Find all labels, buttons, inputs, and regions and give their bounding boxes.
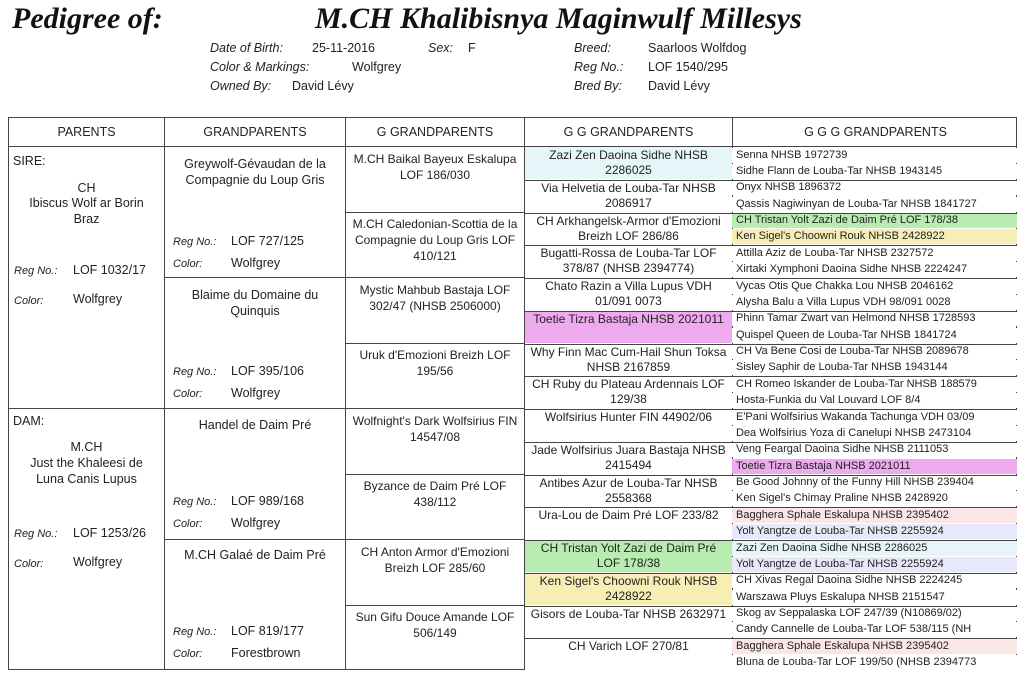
dam-role: DAM:: [13, 414, 45, 428]
ggg-grandparent-10: Alysha Balu a Villa Lupus VDH 98/091 0028: [732, 295, 1017, 310]
sire-color-label: Color:: [14, 295, 44, 307]
dam-reg: LOF 1253/26: [73, 526, 146, 540]
dam-name: Just the Khaleesi de Luna Canis Lupus: [30, 456, 143, 486]
grandparent-name: Handel de Daim Pré: [198, 418, 312, 432]
ggg-grandparent-11: Phinn Tamar Zwart van Helmond NHSB 1728593: [732, 311, 1017, 326]
grandparent-color: Forestbrown: [231, 646, 301, 660]
dam-reg-label: Reg No.:: [14, 528, 58, 540]
bred-by-label: Bred By:: [574, 79, 622, 93]
gg-grandparent-6: Toetie Tizra Bastaja NHSB 2021011: [525, 311, 732, 343]
grandparent-reg: LOF 727/125: [231, 234, 304, 248]
col-header-gg-grandparents: G G GRANDPARENTS: [563, 125, 694, 139]
gg-grandparent-7: Why Finn Mac Cum-Hail Shun Toksa NHSB 2167859: [525, 344, 732, 376]
g-grandparent-5: Wolfnight's Dark Wolfsirius FIN 14547/08: [352, 414, 518, 444]
ggg-grandparent-30: Candy Cannelle de Louba-Tar LOF 538/115 (NH: [732, 622, 1017, 637]
col-header-grandparents: GRANDPARENTS: [203, 125, 307, 139]
gg-grandparent-12: Ura-Lou de Daim Pré LOF 233/82: [525, 507, 732, 539]
ggg-grandparent-32: Bluna de Louba-Tar LOF 199/50 (NHSB 2394773: [732, 655, 1017, 670]
col-header-parents: PARENTS: [57, 125, 116, 139]
dam-color: Wolfgrey: [73, 555, 123, 569]
ggg-grandparent-3: Onyx NHSB 1896372: [732, 180, 1017, 195]
gg-grandparent-16: CH Varich LOF 270/81: [525, 638, 732, 670]
col-header-ggg-grandparents: G G G GRANDPARENTS: [804, 125, 947, 139]
ggg-grandparent-29: Skog av Seppalaska LOF 247/39 (N10869/02): [732, 606, 1017, 621]
gg-grandparent-14: Ken Sigel's Choowni Rouk NHSB 2428922: [525, 573, 732, 605]
grandparent-reg: LOF 819/177: [231, 624, 304, 638]
owned-by-label: Owned By:: [210, 79, 272, 93]
breed-value: Saarloos Wolfdog: [648, 41, 747, 55]
gg-grandparent-4: Bugatti-Rossa de Louba-Tar LOF 378/87 (NHSB 2394774): [525, 245, 732, 277]
dog-name-title: M.CH Khalibisnya Maginwulf Millesys: [315, 2, 802, 35]
pedigree-label: Pedigree of:: [12, 2, 163, 35]
ggg-grandparent-14: Sisley Saphir de Louba-Tar NHSB 1943144: [732, 360, 1017, 375]
dob-label: Date of Birth:: [210, 41, 283, 55]
pedigree-table: [8, 117, 1017, 670]
ggg-grandparent-12: Quispel Queen de Louba-Tar NHSB 1841724: [732, 328, 1017, 343]
ggg-grandparent-15: CH Romeo Iskander de Louba-Tar NHSB 188579: [732, 377, 1017, 392]
dam-color-label: Color:: [14, 558, 44, 570]
grandparent-color-label: Color:: [173, 388, 203, 400]
grandparent-reg-label: Reg No.:: [173, 496, 217, 508]
ggg-grandparent-24: Yolt Yangtze de Louba-Tar NHSB 2255924: [732, 524, 1017, 539]
grandparent-color-label: Color:: [173, 518, 203, 530]
grandparent-color-label: Color:: [173, 258, 203, 270]
ggg-grandparent-20: Toetie Tizra Bastaja NHSB 2021011: [732, 459, 1017, 474]
gg-grandparent-15: Gisors de Louba-Tar NHSB 2632971: [525, 606, 732, 638]
ggg-grandparent-28: Warszawa Pluys Eskalupa NHSB 2151547: [732, 590, 1017, 605]
ggg-grandparent-21: Be Good Johnny of the Funny Hill NHSB 239404: [732, 475, 1017, 490]
grandparent-color: Wolfgrey: [231, 256, 281, 270]
g-grandparent-3: Mystic Mahbub Bastaja LOF 302/47 (NHSB 2506000): [359, 283, 511, 313]
ggg-grandparent-5: CH Tristan Yolt Zazi de Daim Pré LOF 178/38: [732, 213, 1017, 228]
g-grandparent-2: M.CH Caledonian-Scottia de la Compagnie du Loup Gris LOF 410/121: [352, 217, 518, 263]
ggg-grandparent-2: Sidhe Flann de Louba-Tar NHSB 1943145: [732, 164, 1017, 179]
ggg-grandparent-4: Qassis Nagiwinyan de Louba-Tar NHSB 1841727: [732, 197, 1017, 212]
dam-title: M.CH: [70, 440, 103, 454]
breed-label: Breed:: [574, 41, 611, 55]
sire-reg: LOF 1032/17: [73, 263, 146, 277]
grandparent-reg: LOF 395/106: [231, 364, 304, 378]
ggg-grandparent-22: Ken Sigel's Chimay Praline NHSB 2428920: [732, 491, 1017, 506]
g-grandparent-7: CH Anton Armor d'Emozioni Breizh LOF 285/60: [360, 545, 510, 575]
dob-value: 25-11-2016: [312, 41, 376, 55]
col-header-g-grandparents: G GRANDPARENTS: [376, 125, 494, 139]
sire-color: Wolfgrey: [73, 292, 123, 306]
ggg-grandparent-16: Hosta-Funkia du Val Louvard LOF 8/4: [732, 393, 1017, 408]
g-grandparent-1: M.CH Baikal Bayeux Eskalupa LOF 186/030: [353, 152, 517, 182]
g-grandparent-8: Sun Gifu Douce Amande LOF 506/149: [355, 610, 515, 640]
bred-by-value: David Lévy: [648, 79, 710, 93]
sex-value: F: [468, 41, 476, 55]
sex-label: Sex:: [428, 41, 454, 55]
ggg-grandparent-17: E'Pani Wolfsirius Wakanda Tachunga VDH 03/09: [732, 410, 1017, 425]
gg-grandparent-1: Zazi Zen Daoina Sidhe NHSB 2286025: [525, 147, 732, 179]
gg-grandparent-13: CH Tristan Yolt Zazi de Daim Pré LOF 178/38: [525, 540, 732, 572]
grandparent-name: Blaime du Domaine du Quinquis: [191, 288, 319, 318]
sire-reg-label: Reg No.:: [14, 265, 58, 277]
ggg-grandparent-9: Vycas Otis Que Chakka Lou NHSB 2046162: [732, 279, 1017, 294]
grandparent-reg-label: Reg No.:: [173, 366, 217, 378]
g-grandparent-6: Byzance de Daim Pré LOF 438/112: [363, 479, 507, 509]
reg-no-label: Reg No.:: [574, 60, 624, 74]
ggg-grandparent-13: CH Va Bene Cosi de Louba-Tar NHSB 2089678: [732, 344, 1017, 359]
owned-by-value: David Lévy: [292, 79, 354, 93]
gg-grandparent-3: CH Arkhangelsk-Armor d'Emozioni Breizh LOF 286/86: [525, 213, 732, 245]
gg-grandparent-8: CH Ruby du Plateau Ardennais LOF 129/38: [525, 376, 732, 408]
ggg-grandparent-8: Xirtaki Xymphoni Daoina Sidhe NHSB 2224247: [732, 262, 1017, 277]
color-markings-value: Wolfgrey: [352, 60, 402, 74]
gg-grandparent-5: Chato Razin a Villa Lupus VDH 01/091 0073: [525, 278, 732, 310]
grandparent-reg-label: Reg No.:: [173, 626, 217, 638]
ggg-grandparent-7: Attilla Aziz de Louba-Tar NHSB 2327572: [732, 246, 1017, 261]
gg-grandparent-9: Wolfsirius Hunter FIN 44902/06: [525, 409, 732, 441]
ggg-grandparent-27: CH Xivas Regal Daoina Sidhe NHSB 2224245: [732, 573, 1017, 588]
g-grandparent-4: Uruk d'Emozioni Breizh LOF 195/56: [359, 348, 511, 378]
gg-grandparent-11: Antibes Azur de Louba-Tar NHSB 2558368: [525, 475, 732, 507]
ggg-grandparent-31: Bagghera Sphale Eskalupa NHSB 2395402: [732, 639, 1017, 654]
grandparent-color: Wolfgrey: [231, 386, 281, 400]
gg-grandparent-2: Via Helvetia de Louba-Tar NHSB 2086917: [525, 180, 732, 212]
grandparent-reg: LOF 989/168: [231, 494, 304, 508]
ggg-grandparent-23: Bagghera Sphale Eskalupa NHSB 2395402: [732, 508, 1017, 523]
grandparent-name: Greywolf-Gévaudan de la Compagnie du Loup Gris: [184, 157, 326, 187]
grandparent-color: Wolfgrey: [231, 516, 281, 530]
grandparent-color-label: Color:: [173, 648, 203, 660]
sire-role: SIRE:: [13, 154, 46, 168]
reg-no-value: LOF 1540/295: [648, 60, 728, 74]
ggg-grandparent-18: Dea Wolfsirius Yoza di Canelupi NHSB 2473104: [732, 426, 1017, 441]
sire-title: CH: [77, 181, 96, 195]
ggg-grandparent-6: Ken Sigel's Choowni Rouk NHSB 2428922: [732, 229, 1017, 244]
ggg-grandparent-1: Senna NHSB 1972739: [732, 148, 1017, 163]
gg-grandparent-10: Jade Wolfsirius Juara Bastaja NHSB 2415494: [525, 442, 732, 474]
ggg-grandparent-25: Zazi Zen Daoina Sidhe NHSB 2286025: [732, 541, 1017, 556]
sire-name: Ibiscus Wolf ar Borin Braz: [29, 196, 144, 226]
grandparent-name: M.CH Galaé de Daim Pré: [184, 548, 326, 562]
grandparent-reg-label: Reg No.:: [173, 236, 217, 248]
color-markings-label: Color & Markings:: [210, 60, 310, 74]
ggg-grandparent-19: Veng Feargal Daoina Sidhe NHSB 2111053: [732, 442, 1017, 457]
ggg-grandparent-26: Yolt Yangtze de Louba-Tar NHSB 2255924: [732, 557, 1017, 572]
